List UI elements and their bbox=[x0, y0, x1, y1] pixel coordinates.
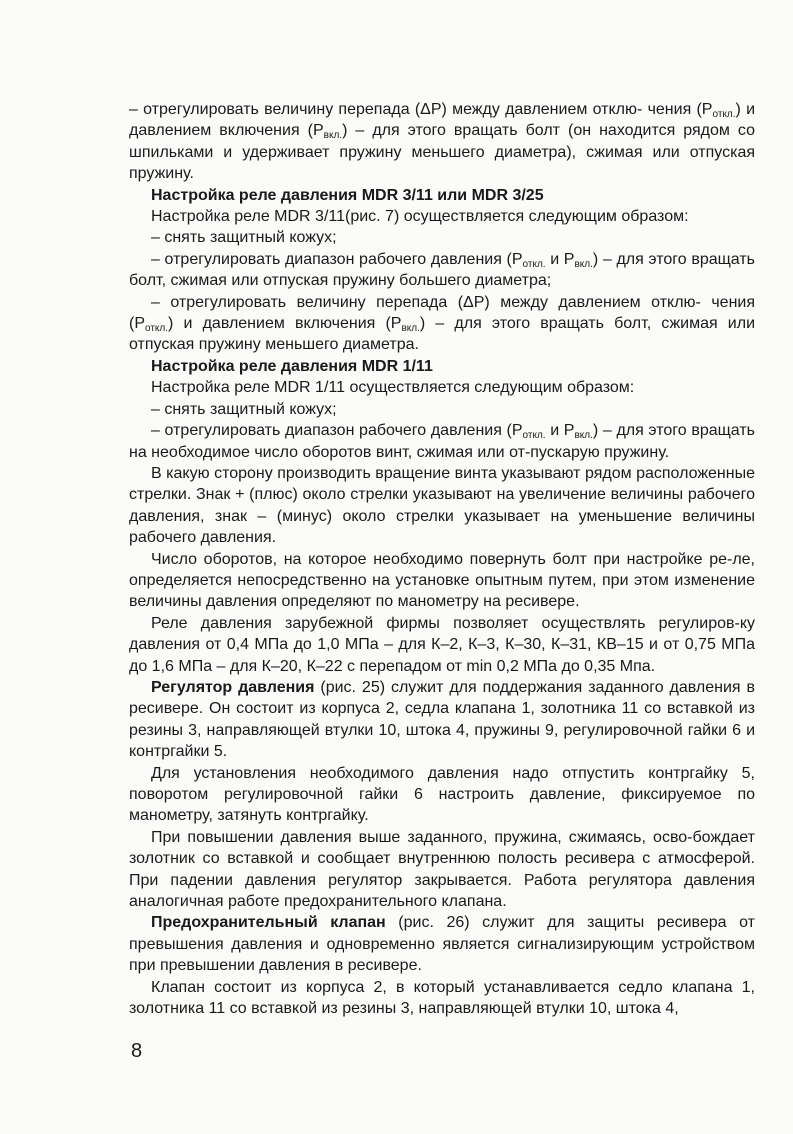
term-pressure-regulator: Регулятор давления bbox=[151, 678, 315, 696]
list-item-adjust-range-2: – отрегулировать диапазон рабочего давления ($P_{откл.}$ и $P_{вкл.}$) – для этого вращать на необходимое число оборотов винт, сжимая или от-пускарую пружину. bbox=[129, 422, 755, 461]
paragraph-number-of-turns: Число оборотов, на которое необходимо повернуть болт при настройке ре-ле, определяется непосредственно на установке опытным путем, при этом изменение величины давления определяют по манометру на ресивере. bbox=[129, 550, 755, 611]
list-item-adjust-delta-1: – отрегулировать величину перепада (ΔP) между давлением отклю- чения $(P_{откл.})$ и давлением включения $(P_{вкл.})$ – для этого вращать болт, сжимая или отпуская пружину меньшего диаметра. bbox=[129, 293, 756, 354]
list-item-remove-cover-1: – снять защитный кожух; bbox=[151, 229, 337, 247]
term-safety-valve: Предохранительный клапан bbox=[151, 914, 386, 932]
page-number: 8 bbox=[131, 1040, 143, 1062]
paragraph-set-pressure: Для установления необходимого давления надо отпустить контргайку 5, поворотом регулировочной гайки 6 настроить давление, фиксируемое по манометру, затянуть контргайку. bbox=[129, 764, 755, 825]
paragraph-rotation-direction: В какую сторону производить вращение винта указывают рядом расположенные стрелки. Знак + (плюс) около стрелки указывают на увеличение величины рабочего давления, знак – (минус) около стрелки указывает на уменьшение величины рабочего давления. bbox=[129, 464, 755, 547]
heading-mdr-3-11: Настройка реле давления MDR 3/11 или MDR 3/25 bbox=[151, 186, 544, 204]
paragraph-valve-body: Клапан состоит из корпуса 2, в который устанавливается седло клапана 1, золотника 11 со вставкой из резины 3, направляющей втулки 10, штока 4, bbox=[129, 978, 755, 1018]
heading-mdr-1-11: Настройка реле давления MDR 1/11 bbox=[151, 357, 433, 375]
body-text bbox=[129, 99, 755, 1019]
paragraph-pressure-regulator: Регулятор давления (рис. 25) служит для поддержания заданного давления в ресивере. Он состоит из корпуса 2, седла клапана 1, золотника 11 со вставкой из резины 3, направляющей втулки 10, штока 4, пружины 9, регулировочной гайки 6 и контргайки 5. bbox=[129, 678, 756, 761]
paragraph-pressure-rise: При повышении давления выше заданного, пружина, сжимаясь, осво-бождает золотник со вставкой и сообщает внутреннюю полость ресивера с атмосферой. При падении давления регулятор закрывается. Работа регулятора давления аналогичная работе предохранительного клапана. bbox=[129, 828, 755, 911]
paragraph-safety-valve: Предохранительный клапан (рис. 26) служит для защиты ресивера от превышения давления и одновременно является сигнализирующим устройством при превышении давления в ресивере. bbox=[129, 914, 756, 975]
paragraph-mdr-1-11-intro: Настройка реле MDR 1/11 осуществляется следующим образом: bbox=[151, 379, 635, 397]
paragraph-mdr-3-11-intro: Настройка реле MDR 3/11(рис. 7) осуществляется следующим образом: bbox=[151, 208, 689, 226]
list-item-remove-cover-2: – снять защитный кожух; bbox=[151, 400, 337, 418]
list-item-adjust-range-1: – отрегулировать диапазон рабочего давления ($P_{откл.}$ и $P_{вкл.}$) – для этого вращать болт, сжимая или отпуская пружину большего диаметра; bbox=[129, 250, 755, 290]
paragraph-foreign-relay: Реле давления зарубежной фирмы позволяет осуществлять регулиров-ку давления от 0,4 МПа до 1,0 МПа – для К–2, К–3, К–30, К–31, КВ–15 и от 0,75 МПа до 1,6 МПа – для К–20, К–22 с перепадом от min 0,2 МПа до 0,35 Мпа. bbox=[129, 614, 755, 675]
paragraph-delta-p-intro: – отрегулировать величину перепада (ΔP) между давлением отклю- чения $(P_{откл.})$ и давлением включения $(P_{вкл.})$ – для этого вращать болт (он находится рядом со шпильками и удерживает пружину меньшего диаметра), сжимая или отпуская пружину. bbox=[129, 101, 756, 183]
